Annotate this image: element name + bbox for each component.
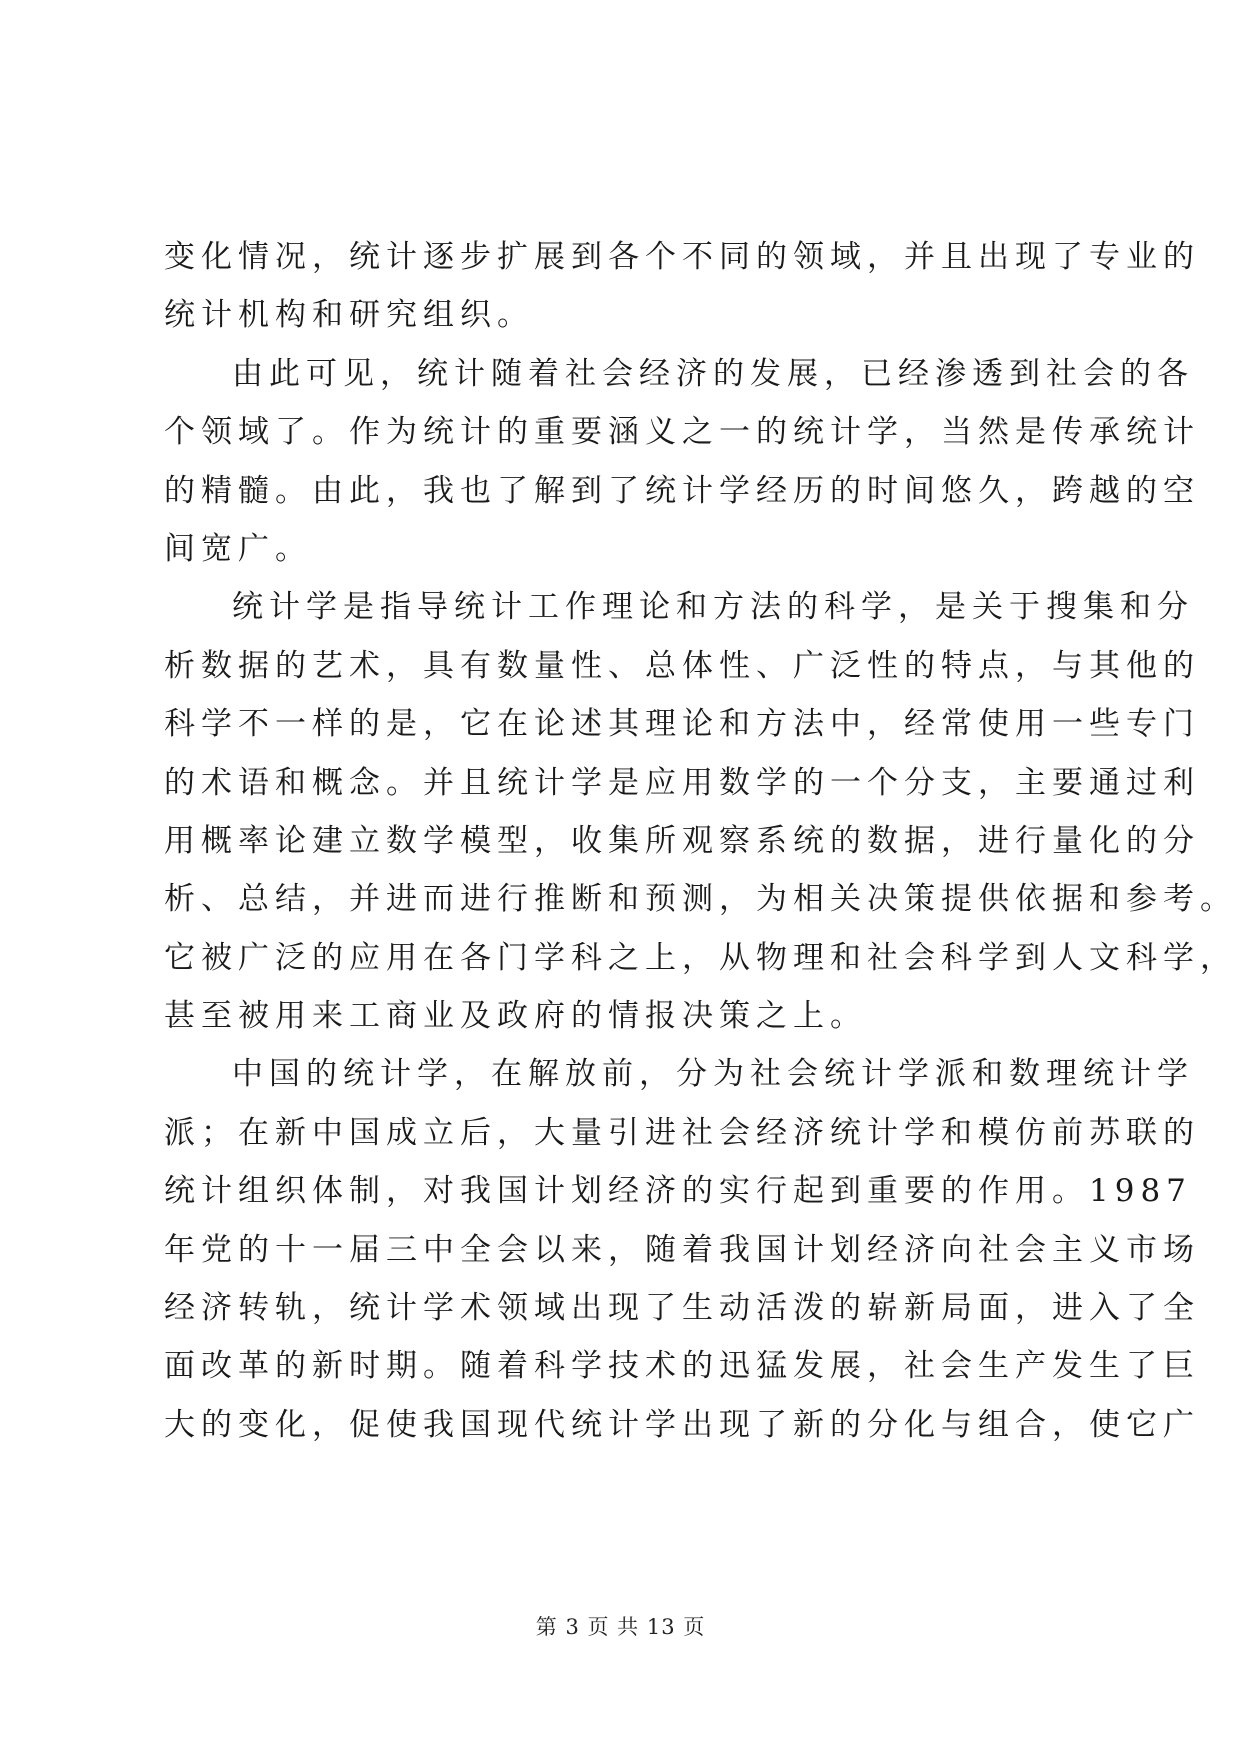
text-line: 析、总结，并进而进行推断和预测，为相关决策提供依据和参考。 — [164, 881, 1237, 918]
text-line: 的精髓。由此，我也了解到了统计学经历的时间悠久，跨越的空 — [164, 472, 1200, 509]
text-line: 析数据的艺术，具有数量性、总体性、广泛性的特点，与其他的 — [164, 647, 1200, 684]
body-text — [164, 228, 1237, 1454]
text-line: 大的变化，促使我国现代统计学出现了新的分化与组合，使它广 — [164, 1406, 1200, 1443]
paragraph-first-line: 统计学是指导统计工作理论和方法的科学，是关于搜集和分 — [232, 589, 1194, 626]
text-line: 甚至被用来工商业及政府的情报决策之上。 — [164, 998, 867, 1035]
text-line: 统计机构和研究组织。 — [164, 297, 534, 334]
text-line: 经济转轨，统计学术领域出现了生动活泼的崭新局面，进入了全 — [164, 1290, 1200, 1327]
text-line: 变化情况，统计逐步扩展到各个不同的领域，并且出现了专业的 — [164, 239, 1200, 275]
text-line: 它被广泛的应用在各门学科之上，从物理和社会科学到人文科学， — [164, 939, 1237, 976]
text-line: 科学不一样的是，它在论述其理论和方法中，经常使用一些专门 — [164, 706, 1200, 743]
text-line: 间宽广。 — [164, 530, 312, 567]
page-number-footer: 第 3 页 共 13 页 — [535, 1615, 706, 1639]
text-line: 的术语和概念。并且统计学是应用数学的一个分支，主要通过利 — [164, 764, 1200, 801]
text-line: 年党的十一届三中全会以来，随着我国计划经济向社会主义市场 — [164, 1231, 1200, 1268]
paragraph-first-line: 中国的统计学，在解放前，分为社会统计学派和数理统计学 — [232, 1056, 1194, 1093]
text-line: 面改革的新时期。随着科学技术的迅猛发展，社会生产发生了巨 — [164, 1348, 1200, 1385]
text-line: 用概率论建立数学模型，收集所观察系统的数据，进行量化的分 — [164, 822, 1200, 859]
text-line: 统计组织体制，对我国计划经济的实行起到重要的作用。1987 — [164, 1173, 1192, 1210]
text-line: 个领域了。作为统计的重要涵义之一的统计学，当然是传承统计 — [164, 414, 1200, 451]
text-line: 派；在新中国成立后，大量引进社会经济统计学和模仿前苏联的 — [164, 1114, 1200, 1151]
paragraph-first-line: 由此可见，统计随着社会经济的发展，已经渗透到社会的各 — [232, 355, 1194, 392]
